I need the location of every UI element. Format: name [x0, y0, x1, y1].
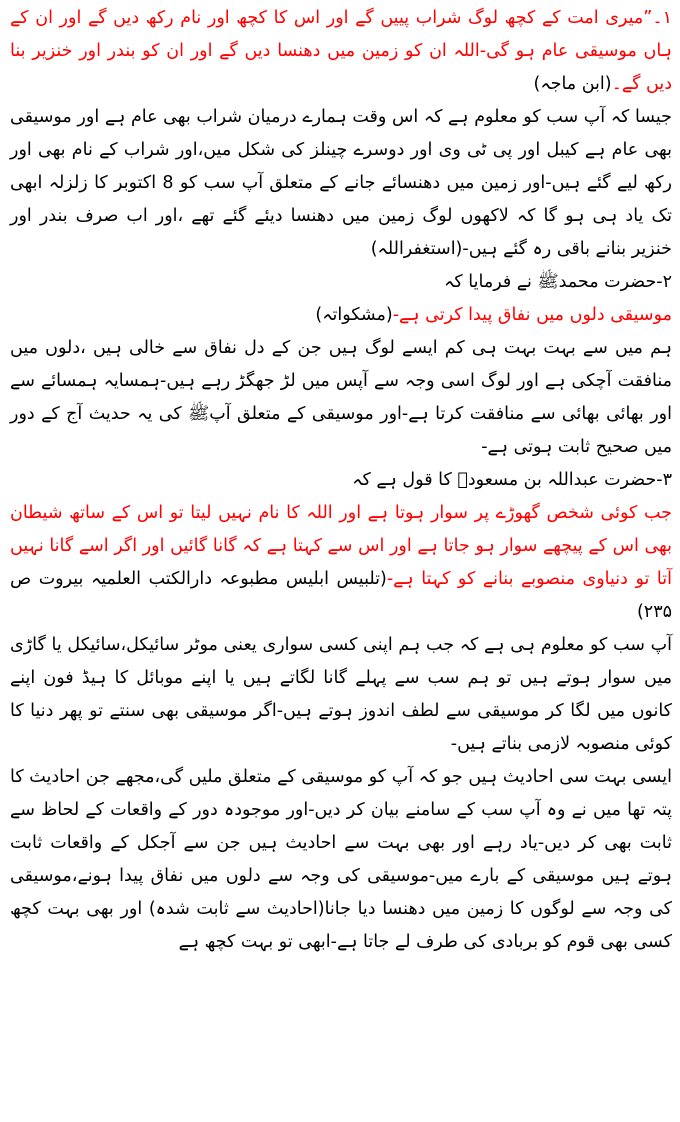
commentary-4: ایسی بہت سی احادیث ہیں جو کہ آپ کو موسیقی کے متعلق ملیں گی،مجھے جن احادیث کا پتہ تھا میں نے وہ آپ سب کے سامنے بیان کر دیں-اور موجودہ دور کے واقعات کے لحاظ سے ثابت بھی کر دیں-یاد رہے اور بھی بہت سے احادیث ہیں جن سے آجکل کے واقعات ثابت ہوتے ہیں موسیقی کے بارے میں-موسیقی کی وجہ سے دلوں میں نفاق پیدا ہونے،موسیقی کی وجہ سے لوگوں کا زمین میں دھنسا دیا جانا(احادیث سے ثابت شدہ) اور بھی بہت کچھ کسی بھی قوم کو بربادی کی طرف لے جاتا ہے-ابھی تو بہت کچھ ہے	[10, 767, 672, 952]
hadith-1-text: ۱۔”میری امت کے کچھ لوگ شراب پییں گے اور اس کا کچھ اور نام رکھ دیں گے اور ان کے ہاں موسیقی عام ہو گی-اللہ ان کو زمین میں دھنسا دیں گے اور ان کو بندر اور خنزیر بنا دیں گے۔	[10, 8, 672, 94]
hadith-2	[10, 299, 672, 332]
hadith-2-text: موسیقی دلوں میں نفاق پیدا کرتی ہے-	[392, 305, 672, 325]
hadith-1-citation: (ابن ماجہ)	[533, 74, 612, 94]
hadith-1	[10, 2, 672, 101]
commentary-2: ہم میں سے بہت بہت ہی کم ایسے لوگ ہیں جن کے دل نفاق سے خالی ہیں ،دلوں میں منافقت آچکی ہے اور لوگ اسی وجہ سے آپس میں لڑ جھگڑ رہے ہیں-ہمسایہ ہمسائے سے اور بھائی بھائی سے منافقت کرتا ہے-اور موسیقی کے متعلق آپﷺ کی یہ حدیث آج کے دور میں صحیح ثابت ہوتی ہے-	[10, 338, 672, 457]
hadith-2-citation: (مشکواتہ)	[315, 305, 393, 325]
hadith-3-intro: ۳-حضرت عبداللہ بن مسعودؓ کا قول ہے کہ	[352, 470, 672, 490]
hadith-3-text: جب کوئی شخص گھوڑے پر سوار ہوتا ہے اور اللہ کا نام نہیں لیتا تو اس کے ساتھ شیطان بھی اس کے پیچھے سوار ہو جاتا ہے اور اس سے کہتا ہے کہ گانا گائیں اور اگر اسے گانا نہیں آتا تو دنیاوی منصوبے بنانے کو کہتا ہے-	[10, 503, 672, 589]
hadith-3	[10, 497, 672, 629]
commentary-3: آپ سب کو معلوم ہی ہے کہ جب ہم اپنی کسی سواری یعنی موٹر سائیکل،سائیکل یا گاڑی میں سوار ہوتے ہیں تو ہم سب سے پہلے گانا لگاتے ہیں یا اپنے موبائل کا ہیڈ فون اپنے کانوں میں لگا کر موسیقی سے لطف اندوز ہوتے ہیں-اگر موسیقی بھی سنتے تو پھر دنیا کا کوئی منصوبہ لازمی بناتے ہیں-	[10, 635, 672, 754]
hadith-3-citation: (تلبیس ابلیس مطبوعہ دارالکتب العلمیہ بیروت ص ۲۳۵)	[10, 569, 672, 622]
commentary-1: جیسا کہ آپ سب کو معلوم ہے کہ اس وقت ہمارے درمیان شراب بھی عام ہے اور موسیقی بھی عام ہے کیبل اور پی ٹی وی اور دوسرے چینلز کی شکل میں،اور شراب کے نام بھی اور رکھ لیے گئے ہیں-اور زمین میں دھنسائے جانے کے متعلق آپ سب کو 8 اکتوبر کا زلزلہ ابھی تک یاد ہی ہو گا کہ لاکھوں لوگ زمین میں دھنسا دیئے گئے تھے ،اور اب صرف بندر اور خنزیر بنانے باقی رہ گئے ہیں-(استغفراللہ)	[10, 107, 672, 259]
hadith-2-intro: ۲-حضرت محمدﷺ نے فرمایا کہ	[444, 272, 672, 292]
